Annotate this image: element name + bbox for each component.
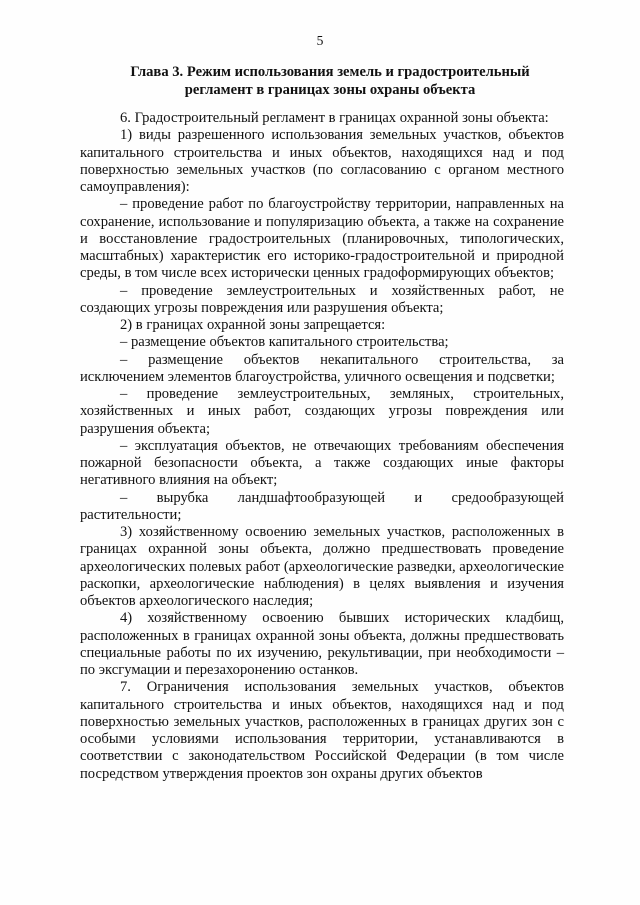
list-item-earthworks: – проведение землеустроительных, земляных, строительных, хозяйственных и иных работ, создающих угрозы повреждения или разрушения объекта; (80, 386, 564, 437)
paragraph-archaeological-works: 3) хозяйственному освоению земельных участков, расположенных в границах охранной зоны объекта, должно предшествовать проведение археологических полевых работ (археологические разведки, археологические раскопки, археологические наблюдения) в целях выявления и изучения объектов археологического наследия; (80, 524, 564, 609)
paragraph-6-intro: 6. Градостроительный регламент в границах охранной зоны объекта: (120, 110, 549, 126)
list-item-capital-construction: – размещение объектов капитального строительства; (120, 334, 449, 351)
paragraph-prohibitions: 2) в границах охранной зоны запрещается: (120, 317, 386, 333)
list-item-land-management-works: – проведение землеустроительных и хозяйственных работ, не создающих угрозы повреждения или разрушения объекта; (80, 282, 564, 316)
chapter-heading-line-1: Глава 3. Режим использования земель и градостроительный (130, 64, 530, 80)
chapter-heading (80, 64, 580, 99)
paragraph-historic-cemeteries: 4) хозяйственному освоению бывших исторических кладбищ, расположенных в границах охранной зоны объекта, должны предшествовать специальные работы по их изучению, рекультивации, при необходимости – по эксгумации и перезахоронению останков. (80, 610, 564, 678)
document-body (80, 110, 564, 783)
list-item-non-capital-construction: – размещение объектов некапитального строительства, за исключением элементов благоустройства, уличного освещения и подсветки; (80, 351, 564, 385)
paragraph-permitted-uses: 1) виды разрешенного использования земельных участков, объектов капитального строительства и иных объектов, находящихся над и под поверхностью земельных участков (по согласованию с органом местного самоуправления): (80, 127, 564, 195)
list-item-tree-felling: – вырубка ландшафтообразующей и средообразующей растительности; (80, 489, 564, 523)
chapter-heading-line-2: регламент в границах зоны охраны объекта (184, 81, 476, 98)
list-item-landscaping-works: – проведение работ по благоустройству территории, направленных на сохранение, использование и популяризацию объекта, а также на сохранение и восстановление градостроительных (планировочных, типологических, масштабных) характеристик его историко-градостроительной и природной среды, в том числе всех исторически ценных градоформирующих объектов; (80, 196, 564, 282)
page-number: 5 (316, 33, 324, 48)
paragraph-7-restrictions: 7. Ограничения использования земельных участков, объектов капитального строительства и иных объектов, находящихся над и под поверхностью земельных участков, расположенных в границах других зон с особыми условиями использования территории, устанавливаются в соответствии с законодательством Российской Федерации (в том числе посредством утверждения проектов зон охраны других объектов (80, 679, 564, 782)
list-item-fire-safety: – эксплуатация объектов, не отвечающих требованиям обеспечения пожарной безопасности объекта, а также создающих иные факторы негативного влияния на объект; (80, 437, 564, 489)
